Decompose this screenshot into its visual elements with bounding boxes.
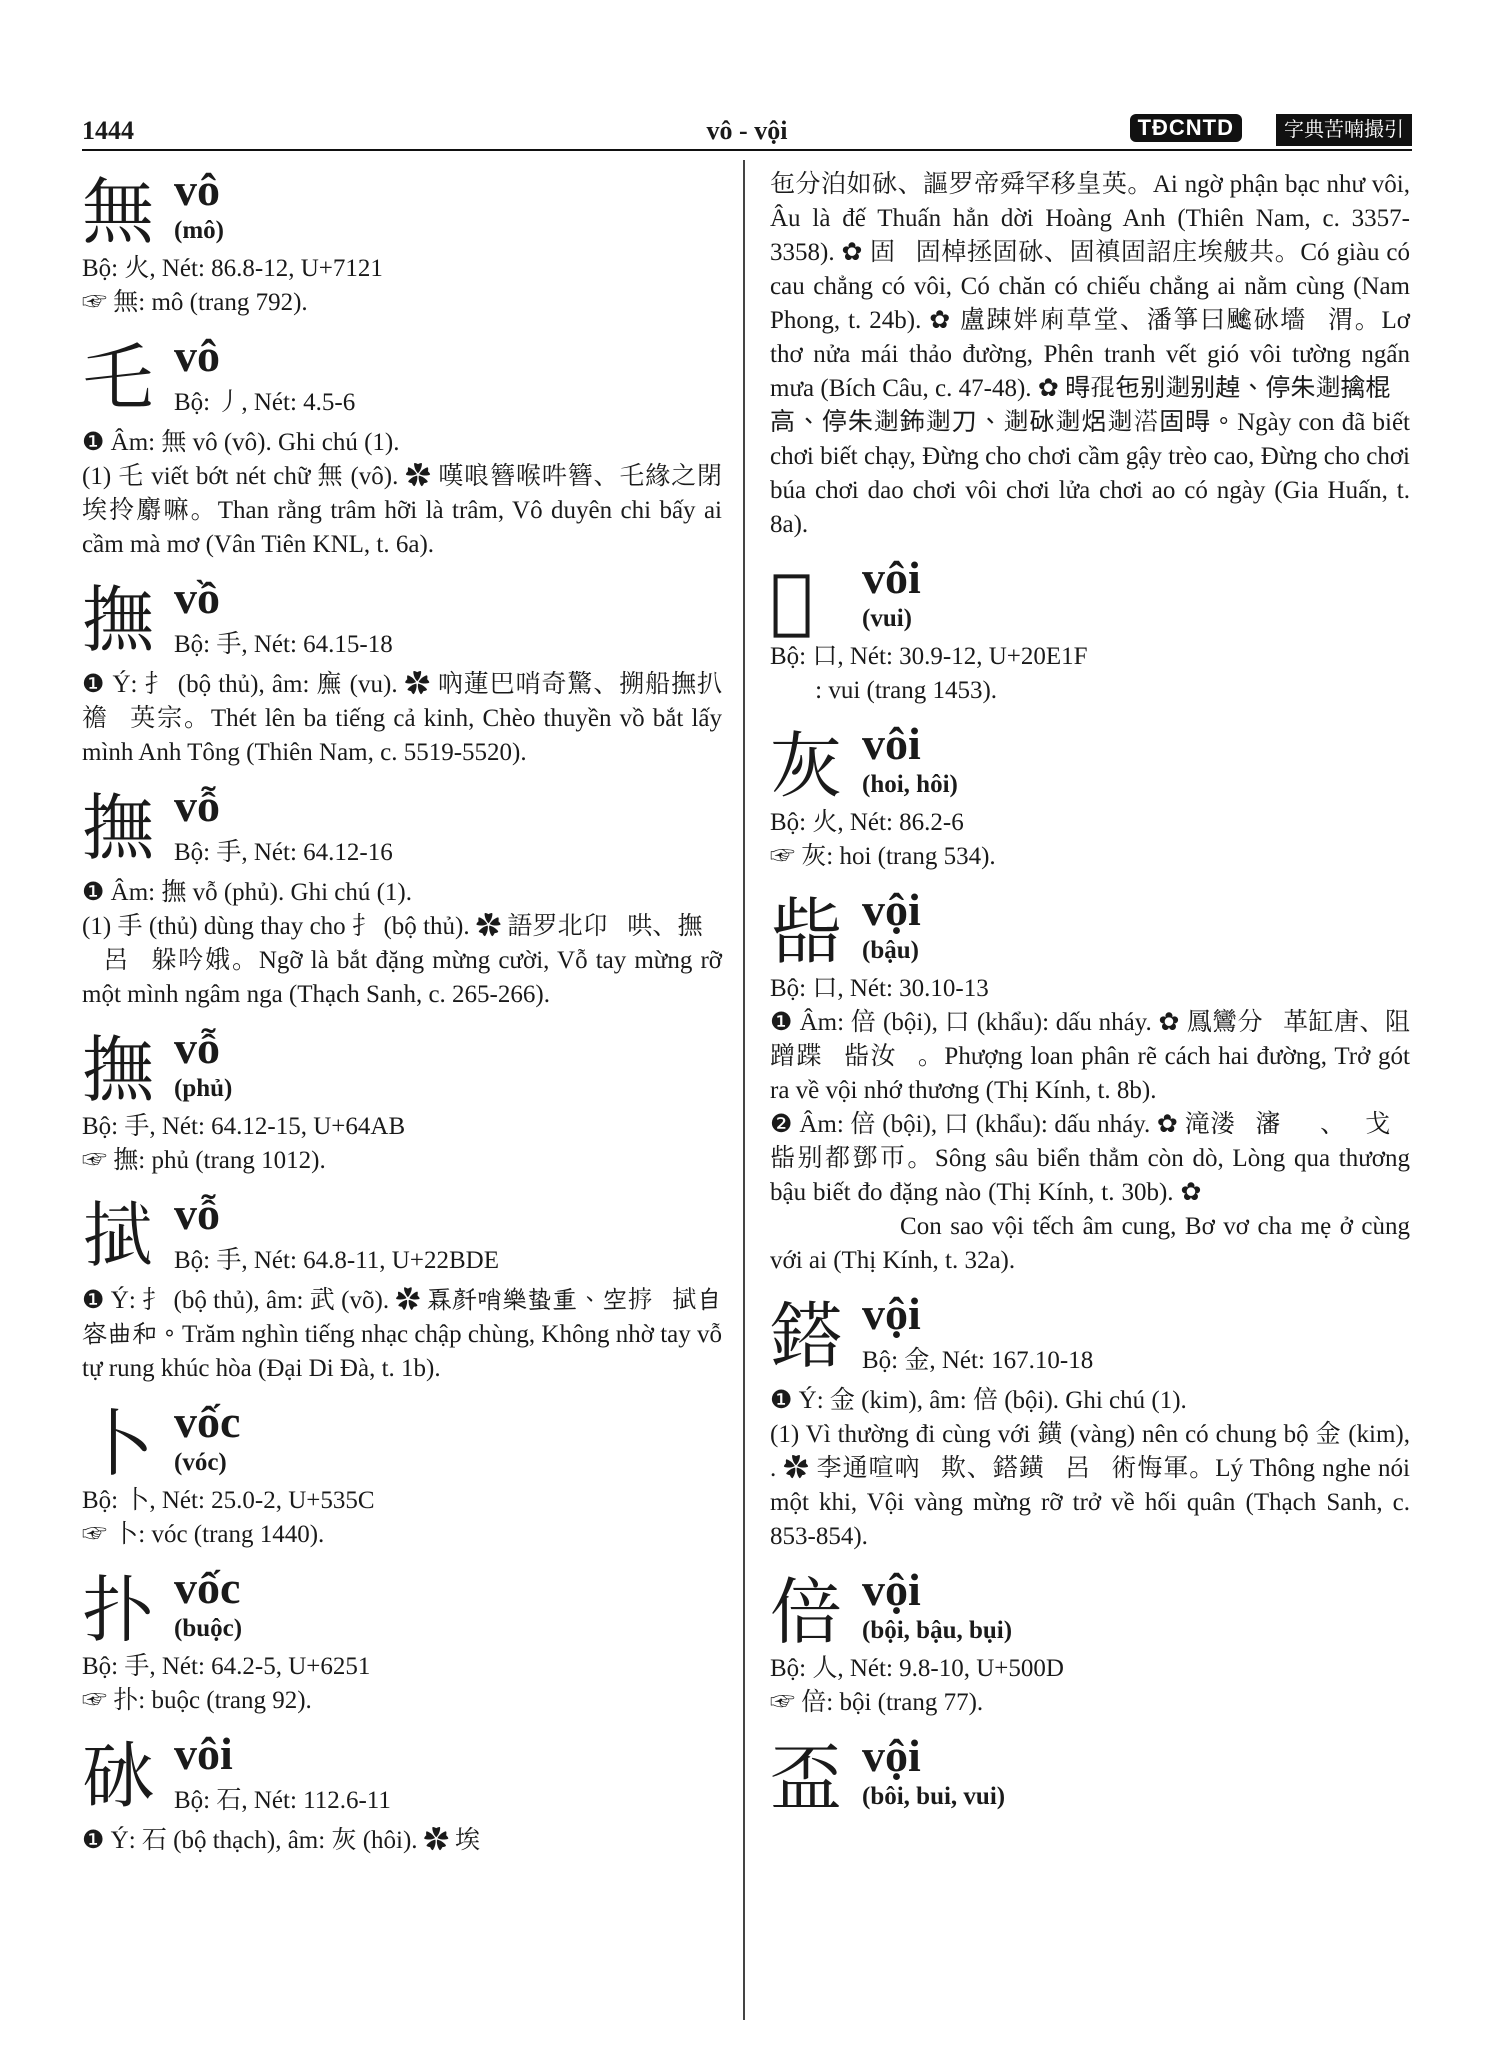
entry-headword: vỗ: [174, 1022, 220, 1073]
entry-radical-info: Bộ: 手, Nét: 64.12-16: [174, 839, 393, 866]
entry-text: ☞ 撫: phủ (trang 1012).: [82, 1147, 326, 1174]
entry-text: ❶ Ý: 石 (bộ thạch), âm: 灰 (hôi). ✿ 埃: [82, 1827, 481, 1854]
dictionary-entry: [82, 572, 722, 770]
entry-radical-info: Bộ: 金, Nét: 167.10-18: [862, 1347, 1094, 1374]
dictionary-entry: [82, 1188, 722, 1386]
entry-headword: vốc: [174, 1562, 241, 1613]
dictionary-entry: [770, 1730, 1410, 1820]
entry-headword: vôi: [862, 552, 921, 603]
dictionary-entry: [770, 168, 1410, 542]
entry-head: [82, 164, 722, 254]
entry-text: (1) 手 (thủ) dùng thay cho 扌 (bộ thủ). ✿ 語罗北卬𢜠哄、撫𢬣𢜠呂𠬠躲吟娥。Ngỡ là bắt đặng mừng cười, Vỗ tay mừng rỡ một mình ngâm nga (Thạch Sanh, c. 265-266).: [82, 913, 722, 1008]
entry-text: ☞ 卜: vóc (trang 1440).: [82, 1521, 325, 1548]
entry-headword: vỗ: [174, 1188, 220, 1239]
entry-alt-reading: (bậu): [862, 937, 919, 964]
entry-han-character: 撫: [82, 786, 155, 870]
entry-han-character: 砅: [82, 1734, 155, 1818]
entry-radical-info: Bộ: 火, Nét: 86.8-12, U+7121: [82, 255, 383, 282]
entry-headword: vồ: [174, 572, 220, 623]
entry-han-character: 扑: [82, 1568, 155, 1652]
dictionary-entry: [770, 552, 1410, 708]
entry-headword: vôi: [174, 1728, 233, 1779]
entry-radical-info: Bộ: 手, Nét: 64.8-11, U+22BDE: [174, 1247, 499, 1274]
dictionary-entry: [770, 1564, 1410, 1720]
entry-head: [82, 1188, 722, 1284]
entry-text: ❶ Ý: 扌 (bộ thủ), âm: 武 (võ). ✿ 𤾓𠦳哨樂蛰重、空𢭸𢬣𢯞自容曲和。Trăm nghìn tiếng nhạc chập chùng, Không nhờ tay vỗ tự rung khúc hòa (Đại Di Đà, t. 1b).: [82, 1287, 722, 1382]
entry-radical-info: Bộ: 丿, Nét: 4.5-6: [174, 389, 356, 416]
entry-headword: vô: [174, 330, 220, 381]
entry-alt-reading: (buộc): [174, 1615, 243, 1642]
entry-headword: vội: [862, 1288, 921, 1339]
entry-alt-reading: (bôi, bui, vui): [862, 1783, 1006, 1810]
dictionary-entry: [82, 1728, 722, 1858]
entry-headword: vội: [862, 884, 921, 935]
entry-han-character: 無: [82, 170, 155, 254]
entry-radical-info: Bộ: 人, Nét: 9.8-10, U+500D: [770, 1655, 1064, 1682]
entry-han-character: 盃: [770, 1736, 843, 1820]
dictionary-entry: [82, 1022, 722, 1178]
entry-text: ☞ 扑: buộc (trang 92).: [82, 1687, 312, 1714]
entry-text: (1) Vì thường đi cùng với 鐄 (vàng) nên có chung bộ 金 (kim), . ✿ 李通喧吶𠅍欺、鎝鐄𢜠呂𧼌術悔軍。Lý Thông nghe nói một khi, Vội vàng mừng rỡ trở về hối quân (Thạch Sanh, c. 853-854).: [770, 1421, 1410, 1550]
entry-alt-reading: (mô): [174, 217, 224, 244]
entry-head: [82, 1562, 722, 1652]
entry-alt-reading: (hoi, hôi): [862, 771, 958, 798]
entry-han-character: 灰: [770, 724, 843, 808]
entry-han-character: 卜: [82, 1402, 155, 1486]
entry-han-character: 乇: [82, 336, 155, 420]
entry-alt-reading: (bội, bậu, bụi): [862, 1617, 1013, 1644]
entry-text: (1) 乇 viết bớt nét chữ 無 (vô). ✿ 嘆哴簪喉吽簪、乇緣之閉埃拎麝嘛。Than rằng trâm hỡi là trâm, Vô duyên chi bấy ai cầm mà mơ (Vân Tiên KNL, t. 6a).: [82, 463, 722, 558]
entry-head: [82, 330, 722, 426]
entry-text: ☞ 灰: hoi (trang 534).: [770, 843, 996, 870]
entry-radical-info: Bộ: 卜, Nét: 25.0-2, U+535C: [82, 1487, 375, 1514]
entry-headword: vô: [174, 164, 220, 215]
entry-text: ❶ Âm: 倍 (bội), 口 (khẩu): dấu nháy. ✿ 鳳鸞分𧺀革缸唐、阻蹭蹀𠫾啙汝𢖵。Phượng loan phân rẽ cách hai đường, Trở gót ra về vội nhớ thương (Thị Kính, t. 8b).: [770, 1009, 1410, 1104]
header-rule: [82, 149, 1412, 151]
entry-head: [82, 1728, 722, 1824]
entry-han-character: 啙: [770, 890, 843, 974]
entry-headword: vội: [862, 1730, 921, 1781]
dictionary-entry: [82, 1562, 722, 1718]
entry-han-character: 撫: [82, 578, 155, 662]
entry-han-character: 𢯞: [82, 1194, 155, 1278]
entry-text: ❷ Âm: 倍 (bội), 口 (khẩu): dấu nháy. ✿ 滝溇𣷷瀋𤴬𨁪、𢚸戈𢖵啙别都鄧帀。Sông sâu biển thẳm còn dò, Lòng qua thương bậu biết đo đặng nào (Thị Kính, t. 30b). ✿ 𦓡牢啙𢭂陰宮、𠏳𣻆吒媄𡶀共貝埃。Con sao vội tếch âm cung, Bơ vơ cha mẹ ở cùng với ai (Thị Kính, t. 32a).: [770, 1111, 1410, 1274]
dictionary-entry: [82, 1396, 722, 1552]
entry-radical-info: Bộ: 口, Nét: 30.9-12, U+20E1F: [770, 643, 1088, 670]
left-column: [82, 164, 722, 1872]
entry-head: [82, 572, 722, 668]
entry-radical-info: Bộ: 手, Nét: 64.2-5, U+6251: [82, 1653, 371, 1680]
entry-alt-reading: (vui): [862, 605, 912, 632]
entry-alt-reading: (phủ): [174, 1075, 233, 1102]
entry-text: 㐌分泊如砅、謳罗帝舜罕移皇英。Ai ngờ phận bạc như vôi, Âu là đế Thuấn hẳn dời Hoàng Anh (Thiên Nam, c. 3357-3358). ✿ 固𢀭固棹拯固砅、固禛固詔庄埃𦨭共。Có giàu có cau chẳng có vôi, Có chăn có chiếu chẳng ai nằm cùng (Nam Phong, t. 24b). ✿ 盧踈姅𢈱草堂、潘箏曰𩙍砅墻𦋦渭。Lơ thơ nửa mái thảo đường, Phên tranh vết gió vôi tường ngấn mưa (Bích Câu, c. 47-48). ✿ 𣈜𡥵㐌别𨔈别趠、停朱𨔈擒棍𨅹高、停朱𨔈鈽𨔈刀、𨔈砅𨔈焒𨔈𣹓固𣈜。Ngày con đã biết chơi biết chạy, Đừng cho chơi cầm gậy trèo cao, Đừng cho chơi búa chơi dao chơi vôi chơi lửa chơi ao có ngày (Gia Huấn, t. 8a).: [770, 171, 1410, 538]
entry-text: ☞ 倍: bội (trang 77).: [770, 1689, 984, 1716]
entry-headword: vỗ: [174, 780, 220, 831]
page-number: 1444: [82, 116, 134, 145]
dictionary-entry: [82, 330, 722, 562]
entry-alt-reading: (vóc): [174, 1449, 227, 1476]
entry-radical-info: Bộ: 石, Nét: 112.6-11: [174, 1787, 391, 1814]
entry-radical-info: Bộ: 口, Nét: 30.10-13: [770, 975, 989, 1002]
dictionary-entry: [770, 718, 1410, 874]
entry-text: ☞ 𠸟: vui (trang 1453).: [770, 677, 998, 704]
entry-head: [770, 1730, 1410, 1820]
entry-text: ❶ Âm: 無 vô (vô). Ghi chú (1).: [82, 429, 400, 456]
entry-headword: vội: [862, 1564, 921, 1615]
entry-text: ❶ Ý: 金 (kim), âm: 倍 (bội). Ghi chú (1).: [770, 1387, 1187, 1414]
entry-head: [770, 718, 1410, 808]
entry-headword: vốc: [174, 1396, 241, 1447]
entry-text: ❶ Ý: 扌 (bộ thủ), âm: 廡 (vu). ✿ 吶蓮巴哨奇驚、搠船撫扒䄡𡚢英宗。Thét lên ba tiếng cả kinh, Chèo thuyền vồ bắt lấy mình Anh Tông (Thiên Nam, c. 5519-5520).: [82, 671, 722, 766]
column-divider: [743, 160, 745, 2020]
right-column: [770, 168, 1410, 1832]
dictionary-entry: [82, 780, 722, 1012]
entry-headword: vôi: [862, 718, 921, 769]
entry-han-character: 撫: [82, 1028, 155, 1112]
entry-head: [770, 1288, 1410, 1384]
entry-radical-info: Bộ: 火, Nét: 86.2-6: [770, 809, 964, 836]
entry-head: [82, 1022, 722, 1112]
entry-han-character: 𠸟: [770, 558, 814, 642]
entry-han-character: 倍: [770, 1570, 843, 1654]
entry-head: [82, 780, 722, 876]
entry-text: ❶ Âm: 撫 vỗ (phủ). Ghi chú (1).: [82, 879, 413, 906]
entry-radical-info: Bộ: 手, Nét: 64.12-15, U+64AB: [82, 1113, 406, 1140]
entry-text: ☞ 無: mô (trang 792).: [82, 289, 308, 316]
entry-head: [770, 884, 1410, 974]
entry-head: [770, 552, 1410, 642]
entry-radical-info: Bộ: 手, Nét: 64.15-18: [174, 631, 393, 658]
entry-han-character: 鎝: [770, 1294, 843, 1378]
entry-head: [770, 1564, 1410, 1654]
dictionary-logo: 字典苦喃撮引: [1276, 114, 1412, 146]
dictionary-entry: [770, 884, 1410, 1278]
running-title: vô - vội: [706, 116, 788, 145]
dictionary-entry: [770, 1288, 1410, 1554]
publisher-logo: TĐCNTD: [1130, 114, 1242, 142]
dictionary-entry: [82, 164, 722, 320]
entry-head: [82, 1396, 722, 1486]
